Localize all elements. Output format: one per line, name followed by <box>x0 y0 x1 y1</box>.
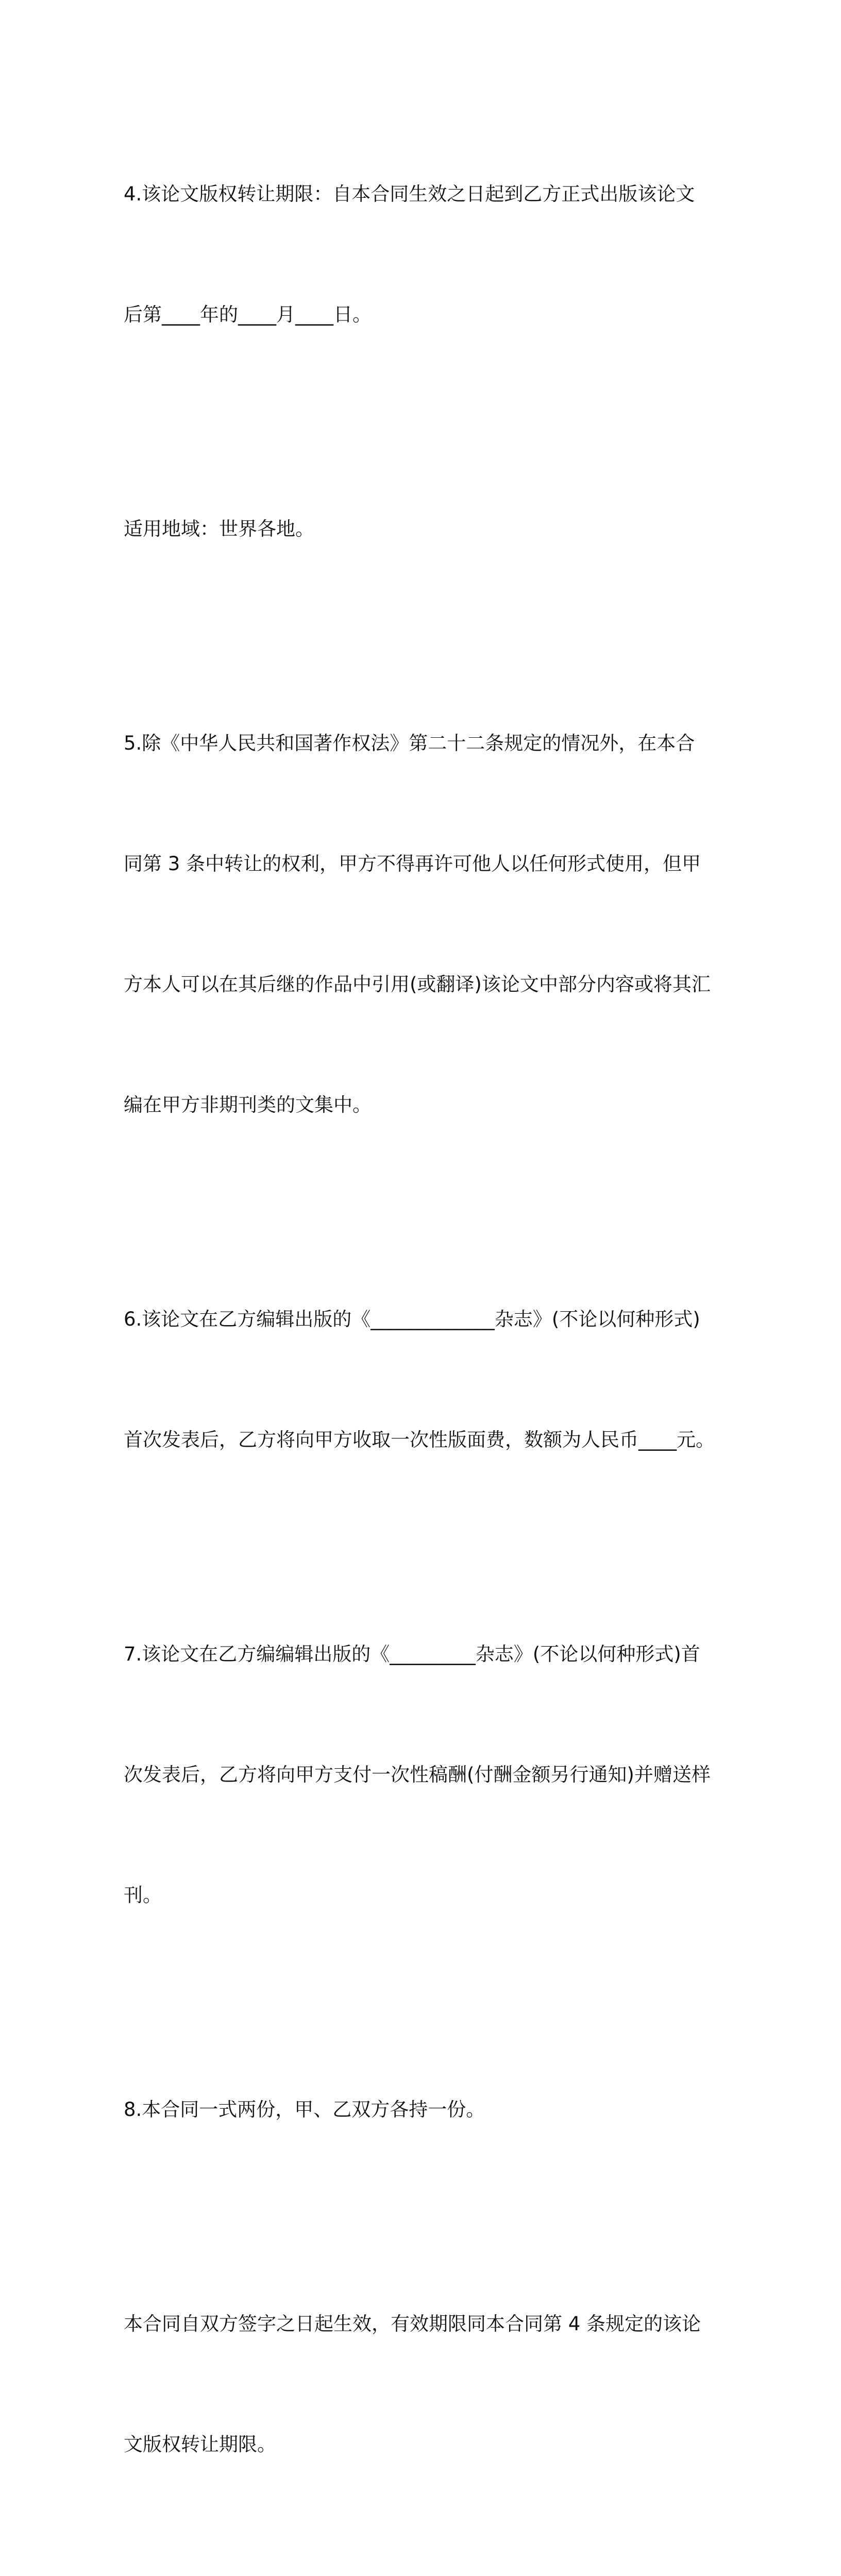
clause-7-paragraph <box>124 1554 727 1996</box>
clause-6-line-2: 首次发表后，乙方将向甲方收取一次性版面费，数额为人民币____元。 <box>124 1429 715 1451</box>
effective-line-2: 文版权转让期限。 <box>124 2433 276 2455</box>
effective-line-1: 本合同自双方签字之日起生效，有效期限同本合同第 4 条规定的该论 <box>124 2313 701 2335</box>
clause-5-line-4: 编在甲方非期刊类的文集中。 <box>124 1094 372 1116</box>
clause-4-paragraph <box>124 94 727 415</box>
region-line-1: 适用地域：世界各地。 <box>124 518 314 540</box>
clause-5-line-2: 同第 3 条中转让的权利，甲方不得再许可他人以任何形式使用，但甲 <box>124 853 701 875</box>
clause-9-paragraph <box>124 2558 727 2576</box>
document-body <box>124 94 727 2576</box>
clause-7-line-2: 次发表后，乙方将向甲方支付一次性稿酬(付酬金额另行通知)并赠送样 <box>124 1764 711 1786</box>
clause-5-line-1: 5.除《中华人民共和国著作权法》第二十二条规定的情况外，在本合 <box>124 732 695 754</box>
clause-5-paragraph <box>124 643 727 1206</box>
clause-6-line-1: 6.该论文在乙方编辑出版的《_____________杂志》(不论以何种形式) <box>124 1308 700 1330</box>
clause-7-line-3: 刊。 <box>124 1884 162 1906</box>
clause-6-paragraph <box>124 1219 727 1540</box>
clause-7-line-1: 7.该论文在乙方编编辑出版的《_________杂志》(不论以何种形式)首 <box>124 1643 700 1665</box>
clause-5-line-3: 方本人可以在其后继的作品中引用(或翻译)该论文中部分内容或将其汇 <box>124 973 711 995</box>
effective-paragraph <box>124 2224 727 2545</box>
clause-8-paragraph <box>124 2009 727 2210</box>
region-paragraph <box>124 429 727 630</box>
clause-4-line-1: 4.该论文版权转让期限：自本合同生效之日起到乙方正式出版该论文 <box>124 183 695 205</box>
clause-4-line-2: 后第____年的____月____日。 <box>124 303 372 326</box>
clause-8-line-1: 8.本合同一式两份，甲、乙双方各持一份。 <box>124 2098 485 2121</box>
